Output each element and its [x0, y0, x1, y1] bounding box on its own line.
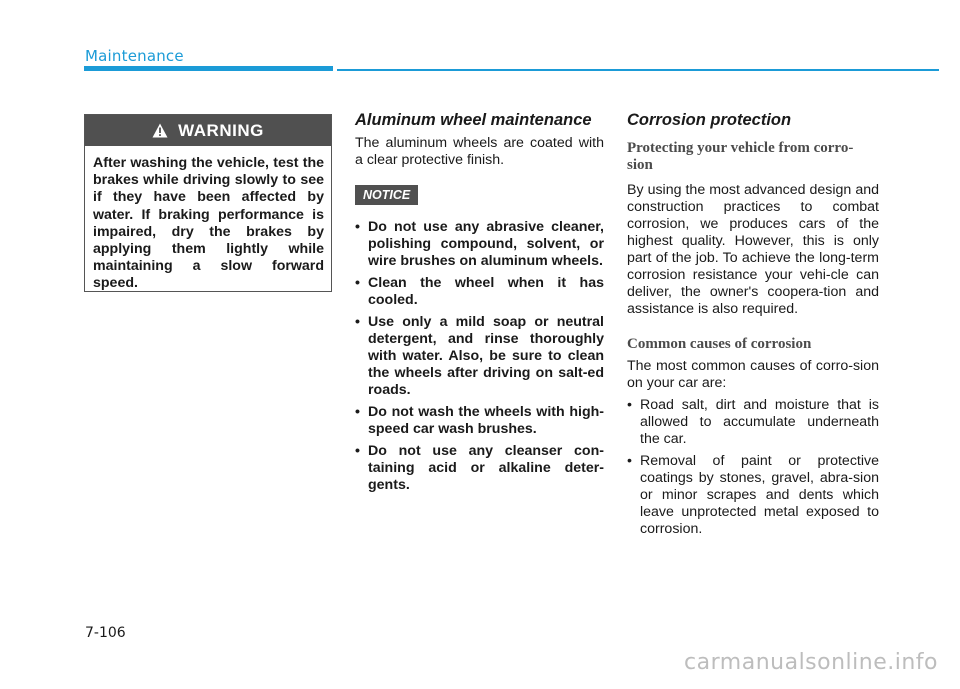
header-rule-thin: [337, 69, 939, 71]
aluminum-intro: The aluminum wheels are coated with a clear protective finish.: [355, 135, 604, 168]
corrosion-subtitle-protecting: Protecting your vehicle from corro-sion: [627, 140, 854, 173]
page-number: 7-106: [85, 625, 126, 641]
warning-box: [84, 114, 332, 292]
list-item: • Do not use any cleanser con-taining acid or alkaline deter-gents.: [355, 443, 604, 493]
aluminum-section: [355, 110, 604, 499]
list-item: • Removal of paint or protective coatings by stones, gravel, abra-sion or minor scrapes and dents which leave unprotected metal exposed to corrosion.: [627, 453, 879, 537]
section-title: Maintenance: [85, 47, 184, 65]
list-item: • Do not use any abrasive cleaner, polishing compound, solvent, or wire brushes on aluminum wheels.: [355, 219, 604, 269]
warning-label: WARNING: [178, 120, 264, 140]
corrosion-subtitle-causes: Common causes of corrosion: [627, 336, 812, 352]
corrosion-paragraph: By using the most advanced design and construction practices to combat corrosion, we produces cars of the highest quality. However, this is only part of the job. To achieve the long-term corrosion resistance your vehi-cle can deliver, the owner's coopera-tion and assistance is also required.: [627, 182, 879, 317]
aluminum-bullet-list: [355, 219, 604, 494]
corrosion-title: Corrosion protection: [627, 111, 792, 129]
list-item: • Do not wash the wheels with high-speed car wash brushes.: [355, 404, 604, 437]
warning-triangle-icon: [152, 123, 168, 138]
aluminum-title: Aluminum wheel maintenance: [355, 111, 592, 129]
causes-intro: The most common causes of corro-sion on your car are:: [627, 358, 879, 391]
list-item: • Clean the wheel when it has cooled.: [355, 275, 604, 308]
watermark: carmanualsonline.info: [684, 650, 938, 675]
notice-badge: NOTICE: [355, 185, 418, 205]
header-rule-thick: [84, 66, 333, 71]
warning-text: After washing the vehicle, test the brakes while driving slowly to see if they have been affected by water. If braking performance is impaired, dry the brakes by applying them lightly while maintaining a slow forward speed.: [93, 155, 324, 292]
list-item: • Road salt, dirt and moisture that is allowed to accumulate underneath the car.: [627, 397, 879, 447]
warning-header: [85, 115, 331, 146]
list-item: • Use only a mild soap or neutral detergent, and rinse thoroughly with water. Also, be sure to clean the wheels after driving on salt-ed roads.: [355, 314, 604, 398]
corrosion-section: [627, 110, 879, 543]
corrosion-bullet-list: [627, 397, 879, 538]
